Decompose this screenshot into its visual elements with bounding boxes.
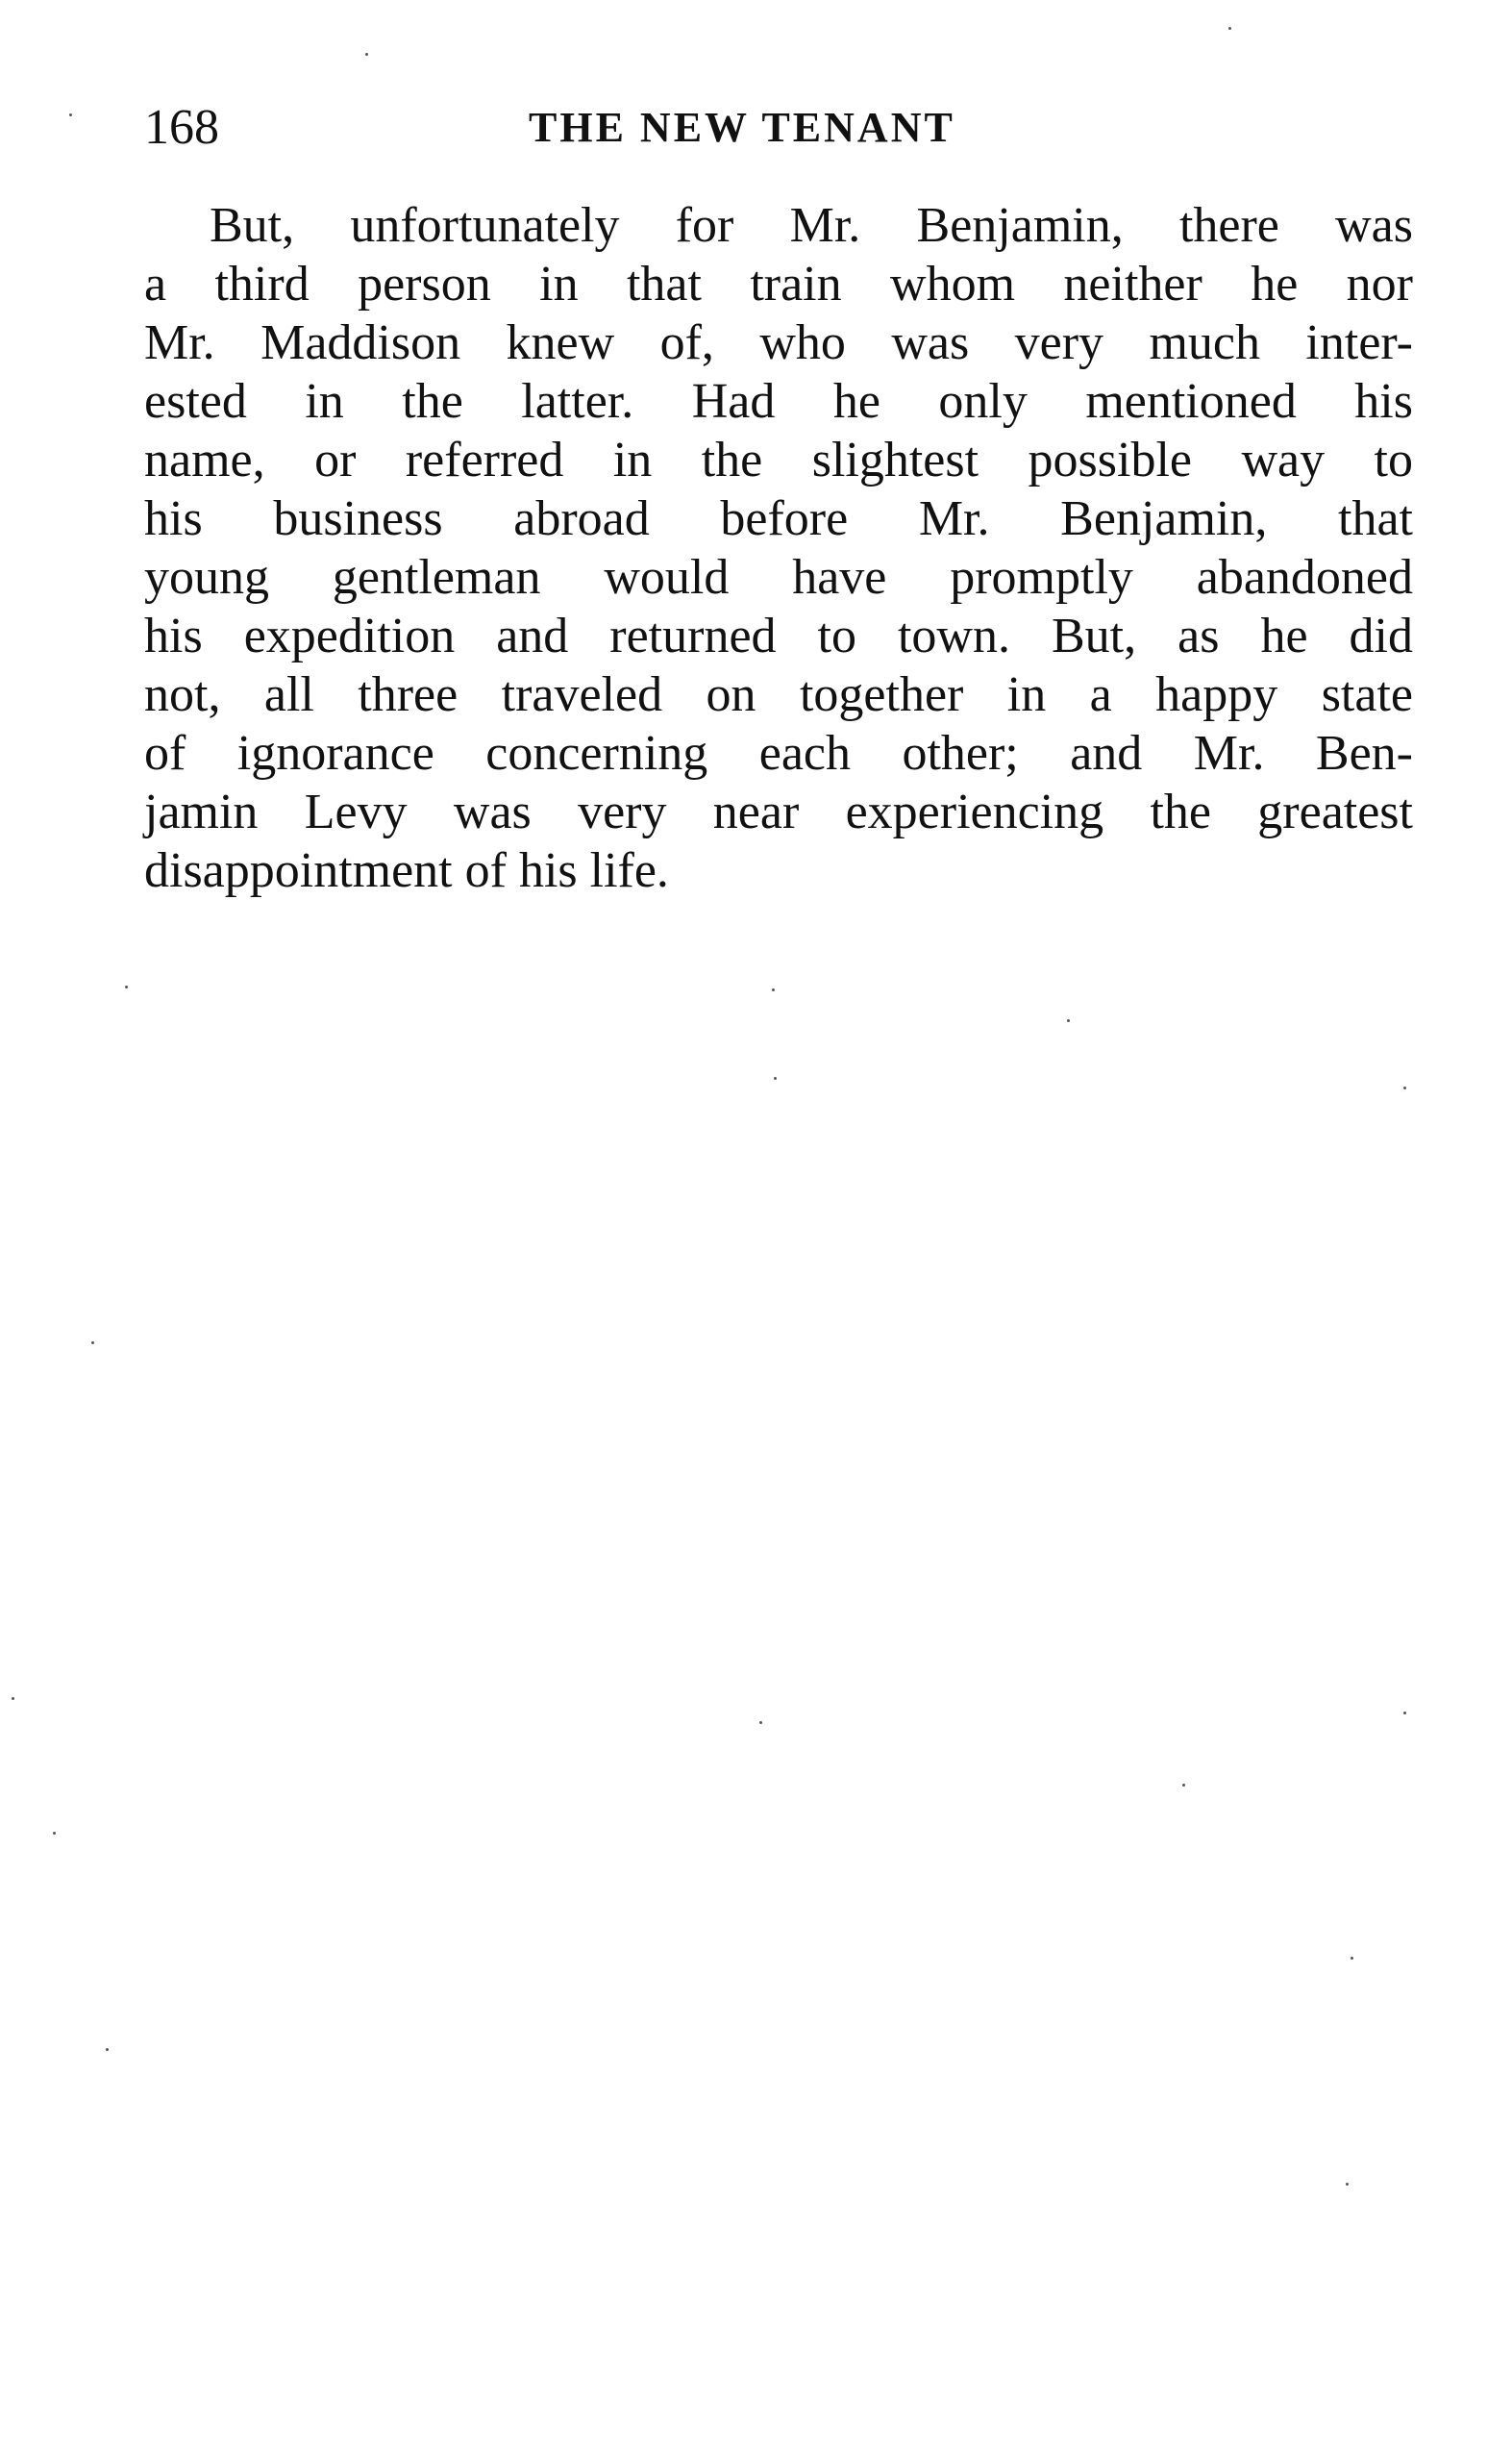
scan-speck bbox=[774, 1077, 777, 1080]
scan-speck bbox=[1182, 1784, 1185, 1787]
scan-speck bbox=[1067, 1019, 1070, 1022]
text-line: of ignorance concerning each other; and Mr. Ben- bbox=[144, 726, 1413, 781]
scan-speck bbox=[69, 113, 72, 116]
scan-speck bbox=[91, 1341, 94, 1344]
text-line: Mr. Maddison knew of, who was very much inter- bbox=[144, 315, 1413, 370]
scan-speck bbox=[12, 1697, 14, 1700]
scan-speck bbox=[772, 988, 775, 991]
scan-speck bbox=[106, 2048, 109, 2051]
scan-speck bbox=[1403, 1712, 1406, 1714]
scan-speck bbox=[759, 1721, 762, 1724]
scan-speck bbox=[53, 1832, 56, 1835]
text-line: a third person in that train whom neither he nor bbox=[144, 257, 1413, 312]
text-line: his business abroad before Mr. Benjamin, that bbox=[144, 491, 1413, 546]
text-line: his expedition and returned to town. But, as he did bbox=[144, 609, 1413, 663]
scan-speck bbox=[1228, 27, 1231, 30]
text-line: not, all three traveled on together in a happy state bbox=[144, 667, 1413, 722]
body-paragraph bbox=[144, 196, 1413, 900]
scan-speck bbox=[125, 986, 128, 988]
running-head bbox=[144, 94, 1413, 162]
text-line: name, or referred in the slightest possible way to bbox=[144, 433, 1413, 488]
text-line: ested in the latter. Had he only mentioned his bbox=[144, 374, 1413, 429]
scan-speck bbox=[1346, 2183, 1349, 2186]
page-number: 168 bbox=[144, 100, 219, 155]
text-line: young gentleman would have promptly abandoned bbox=[144, 550, 1413, 605]
text-line: But, unfortunately for Mr. Benjamin, there was bbox=[210, 198, 1413, 253]
text-line: jamin Levy was very near experiencing the greatest bbox=[144, 785, 1413, 839]
scan-speck bbox=[1351, 1957, 1353, 1960]
scan-speck bbox=[365, 53, 368, 56]
running-title: THE NEW TENANT bbox=[529, 104, 955, 151]
scan-speck bbox=[1403, 1087, 1406, 1089]
text-line: disappointment of his life. bbox=[144, 843, 669, 898]
